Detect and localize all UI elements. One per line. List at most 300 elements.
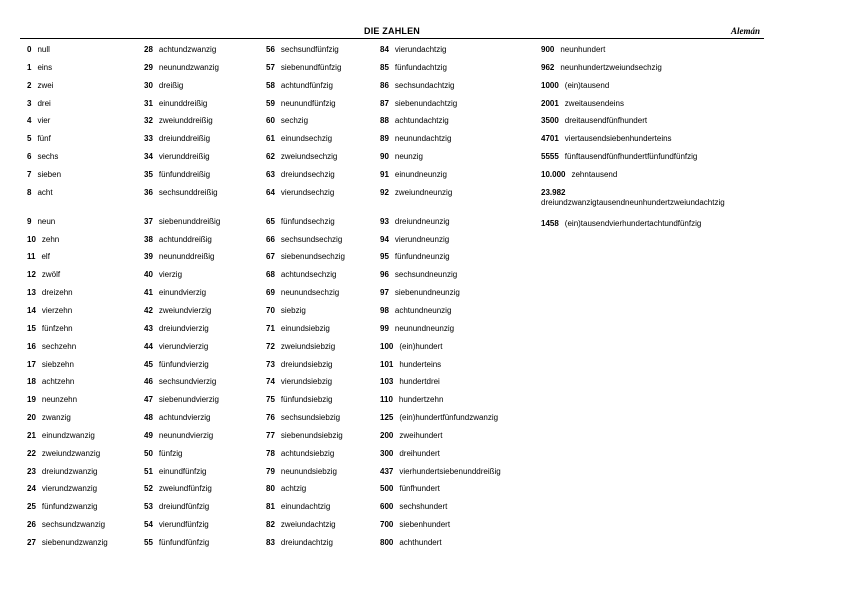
numeral: 49 (144, 430, 153, 440)
number-entry (144, 45, 216, 55)
numeral: 12 (27, 270, 36, 280)
number-word: (ein)tausendvierhundertachtundfünfzig (564, 218, 702, 228)
number-word: zehn (41, 234, 60, 244)
numeral: 4701 (541, 134, 559, 144)
number-word: fünfundfünfzig (158, 538, 210, 547)
number-entry (266, 520, 336, 530)
number-word: zweiunddreißig (158, 116, 213, 126)
numeral: 600 (380, 502, 394, 512)
numeral: 85 (380, 62, 389, 72)
numeral: 16 (27, 341, 36, 351)
number-entry (144, 449, 182, 459)
number-word: eins (37, 62, 53, 72)
numeral: 61 (266, 134, 275, 144)
number-word: sechzehn (41, 341, 77, 351)
numeral: 93 (380, 216, 389, 226)
number-entry (27, 235, 59, 245)
number-word: dreiunddreißig (158, 134, 211, 144)
number-word: siebenundneunzig (394, 288, 460, 298)
number-word: null (37, 45, 50, 54)
numeral: 77 (266, 430, 275, 440)
number-entry (266, 63, 341, 73)
page-title: DIE ZAHLEN (364, 26, 420, 36)
numeral: 21 (27, 430, 36, 440)
page-header (20, 26, 764, 39)
numeral: 23.982 (541, 187, 566, 197)
numeral: 95 (380, 252, 389, 262)
numeral: 96 (380, 270, 389, 280)
number-entry (27, 170, 61, 180)
number-word: achtundzwanzig (158, 45, 217, 54)
number-entry (27, 360, 74, 370)
numeral: 10.000 (541, 170, 566, 179)
numeral: 91 (380, 170, 389, 179)
number-word: fünfundsiebzig (280, 395, 333, 405)
number-entry (541, 81, 609, 91)
number-word: viertausendsiebenhunderteins (564, 134, 672, 144)
number-word: einundfünfzig (158, 466, 207, 476)
number-entry (27, 306, 72, 316)
number-word: neunhundert (560, 45, 606, 54)
number-word: siebenundfünfzig (280, 62, 342, 72)
number-entry (266, 538, 333, 548)
numeral: 79 (266, 466, 275, 476)
number-word: einundneunzig (394, 170, 447, 179)
number-entry (541, 152, 697, 162)
numeral: 23 (27, 466, 36, 476)
numeral: 8 (27, 187, 32, 197)
number-word: elf (41, 252, 50, 262)
number-word: siebenundsechzig (280, 252, 345, 262)
numeral: 82 (266, 520, 275, 530)
numeral: 300 (380, 448, 394, 458)
number-entry (380, 520, 450, 530)
number-entry (144, 63, 219, 73)
numeral: 2 (27, 80, 32, 90)
number-word: fünf (37, 134, 51, 144)
number-entry (27, 81, 53, 91)
number-entry (27, 484, 97, 494)
number-entry (266, 170, 335, 180)
number-entry (266, 413, 340, 423)
number-word: achtundvierzig (158, 413, 211, 422)
number-entry (144, 360, 209, 370)
number-word: dreiundzwanzig (41, 466, 98, 476)
numeral: 125 (380, 413, 394, 422)
numeral: 3 (27, 98, 32, 108)
numeral: 27 (27, 538, 36, 547)
number-entry (144, 288, 206, 298)
number-entry (266, 360, 333, 370)
number-entry (380, 413, 498, 423)
number-word: sechsundsiebzig (280, 413, 341, 422)
number-word: dreißig (158, 80, 184, 90)
numeral: 99 (380, 323, 389, 333)
number-word: sechshundert (399, 502, 448, 512)
number-word: fünfundachtzig (394, 62, 447, 72)
numeral: 4 (27, 116, 32, 126)
number-word: fünfundneunzig (394, 252, 450, 262)
numeral: 37 (144, 216, 153, 226)
number-entry (266, 395, 333, 405)
numeral: 59 (266, 98, 275, 108)
number-entry (266, 502, 330, 512)
numeral: 55 (144, 538, 153, 547)
numeral: 500 (380, 484, 394, 494)
number-entry (380, 538, 442, 548)
number-word: siebenundsiebzig (280, 430, 343, 440)
number-entry (380, 252, 450, 262)
number-entry (380, 342, 443, 352)
number-entry (144, 252, 215, 262)
number-entry (380, 431, 443, 441)
number-entry (144, 116, 213, 126)
numeral: 101 (380, 359, 394, 369)
numeral: 35 (144, 170, 153, 179)
number-word: vierundachtzig (394, 45, 447, 54)
number-entry (27, 188, 53, 198)
number-word: achtundsiebzig (280, 448, 335, 458)
numeral: 64 (266, 187, 275, 197)
number-entry (380, 377, 440, 387)
numeral: 45 (144, 359, 153, 369)
number-entry (144, 342, 208, 352)
numeral: 962 (541, 62, 555, 72)
number-word: sechsundvierzig (158, 377, 217, 387)
numeral: 58 (266, 80, 275, 90)
numeral: 11 (27, 252, 36, 262)
number-word: neunundsechzig (280, 288, 340, 298)
number-entry (27, 134, 51, 144)
number-word: neunundfünfzig (280, 98, 336, 108)
numeral: 50 (144, 448, 153, 458)
number-entry (27, 431, 95, 441)
number-word: einundachtzig (280, 502, 331, 512)
number-entry (266, 288, 339, 298)
number-entry (144, 152, 210, 162)
number-entry (266, 377, 332, 387)
numeral: 22 (27, 448, 36, 458)
number-word: dreiundachtzig (280, 538, 333, 547)
number-word: siebenunddreißig (158, 216, 221, 226)
numeral: 89 (380, 134, 389, 144)
numeral: 34 (144, 152, 153, 162)
numeral: 60 (266, 116, 275, 126)
number-entry (144, 306, 211, 316)
numeral: 86 (380, 80, 389, 90)
number-entry (541, 99, 624, 109)
numeral: 41 (144, 288, 153, 298)
number-entry (144, 188, 218, 198)
numeral: 437 (380, 466, 394, 476)
number-entry (380, 467, 501, 477)
number-entry (380, 45, 447, 55)
number-word: einundsechzig (280, 134, 333, 144)
numeral: 5 (27, 134, 32, 144)
number-entry (144, 217, 220, 227)
number-word: sechsundzwanzig (41, 520, 106, 530)
numeral: 88 (380, 116, 389, 126)
number-entry (27, 449, 100, 459)
number-entry (27, 538, 108, 548)
number-entry (266, 484, 306, 494)
number-entry (541, 116, 647, 126)
numeral: 700 (380, 520, 394, 530)
number-entry (27, 502, 98, 512)
number-entry (266, 306, 306, 316)
number-entry (144, 484, 212, 494)
number-word: zweiundneunzig (394, 187, 453, 197)
numeral: 31 (144, 98, 153, 108)
number-entry (266, 99, 336, 109)
number-word: siebenundzwanzig (41, 538, 108, 547)
number-word: dreiundvierzig (158, 323, 209, 333)
number-entry (27, 270, 60, 280)
number-entry (27, 252, 50, 262)
number-word: vierundfünfzig (158, 520, 209, 530)
number-word: neun (37, 216, 56, 226)
number-word: fünfzig (158, 448, 183, 458)
number-word: neunundneunzig (394, 323, 455, 333)
number-word: zweiundsechzig (280, 152, 338, 162)
number-word: (ein)tausend (564, 80, 610, 90)
number-entry (144, 81, 183, 91)
numeral: 72 (266, 341, 275, 351)
number-word: achtzig (280, 484, 307, 494)
numeral: 80 (266, 484, 275, 494)
number-word: siebenundachtzig (394, 98, 458, 108)
number-word: dreiundneunzig (394, 216, 450, 226)
number-word: fünfunddreißig (158, 170, 211, 179)
numeral: 0 (27, 45, 32, 54)
number-entry (380, 134, 451, 144)
subject-label: Alemán (730, 26, 760, 36)
number-word: achthundert (399, 538, 442, 547)
number-entry (541, 170, 617, 180)
number-word: achtundachtzig (394, 116, 449, 126)
number-word: fünfundsechzig (280, 216, 335, 226)
number-entry (266, 324, 330, 334)
numeral: 38 (144, 234, 153, 244)
number-word: sechsundsechzig (280, 234, 343, 244)
numeral: 69 (266, 288, 275, 298)
numeral: 800 (380, 538, 394, 547)
numeral: 1458 (541, 218, 559, 228)
number-word: sechsundfünfzig (280, 45, 339, 54)
number-word: siebzehn (41, 359, 74, 369)
numeral: 32 (144, 116, 153, 126)
number-word: siebenhundert (399, 520, 451, 530)
number-word: achtunddreißig (158, 234, 212, 244)
number-word: dreiundfünfzig (158, 502, 210, 512)
number-word: zweihundert (399, 430, 443, 440)
numeral: 36 (144, 187, 153, 197)
number-entry (380, 395, 443, 405)
numeral: 29 (144, 62, 153, 72)
numeral: 18 (27, 377, 36, 387)
numeral: 87 (380, 98, 389, 108)
numeral: 92 (380, 187, 389, 197)
number-word: neunundvierzig (158, 430, 214, 440)
number-entry (27, 324, 73, 334)
number-entry (27, 152, 58, 162)
numeral: 17 (27, 359, 36, 369)
numeral: 67 (266, 252, 275, 262)
number-word: neununddreißig (158, 252, 215, 262)
number-entry (144, 235, 212, 245)
number-word: dreiundzwanzigtausendneunhundertzweiundachtzig (541, 197, 725, 207)
number-word: fünftausendfünfhundertfünfundfünfzig (564, 152, 698, 162)
number-entry (266, 217, 335, 227)
number-word: neunundsiebzig (280, 466, 337, 476)
number-word: dreizehn (41, 288, 73, 298)
number-entry (380, 502, 447, 512)
number-word: vierhundertsiebenunddreißig (399, 466, 501, 476)
numeral: 78 (266, 448, 275, 458)
number-entry (266, 81, 333, 91)
number-entry (266, 45, 339, 55)
number-entry (27, 99, 51, 109)
numeral: 7 (27, 170, 32, 179)
number-entry (144, 395, 219, 405)
numeral: 52 (144, 484, 153, 494)
number-word: hundertdrei (399, 377, 440, 387)
numeral: 70 (266, 305, 275, 315)
number-word: hundertzehn (398, 395, 444, 405)
number-entry (380, 484, 440, 494)
numeral: 10 (27, 234, 36, 244)
number-entry (144, 502, 209, 512)
numeral: 62 (266, 152, 275, 162)
numeral: 63 (266, 170, 275, 179)
number-word: neunzig (394, 152, 423, 162)
number-word: vierundvierzig (158, 341, 209, 351)
number-word: zweiundzwanzig (41, 448, 101, 458)
numeral: 94 (380, 234, 389, 244)
number-word: zweitausendeins (564, 98, 624, 108)
numeral: 19 (27, 395, 36, 405)
number-entry (380, 217, 450, 227)
numeral: 9 (27, 216, 32, 226)
numeral: 56 (266, 45, 275, 54)
numeral: 90 (380, 152, 389, 162)
numeral: 81 (266, 502, 275, 512)
number-entry (144, 324, 209, 334)
numeral: 20 (27, 413, 36, 422)
number-word: zweiundachtzig (280, 520, 336, 530)
number-word: drei (37, 98, 51, 108)
numeral: 74 (266, 377, 275, 387)
number-word: zweiundvierzig (158, 305, 212, 315)
numeral: 43 (144, 323, 153, 333)
number-word: zwei (37, 80, 54, 90)
number-word: hunderteins (399, 359, 442, 369)
numeral: 51 (144, 466, 153, 476)
numeral: 54 (144, 520, 153, 530)
numeral: 3500 (541, 116, 559, 126)
number-entry (266, 134, 332, 144)
number-entry (27, 217, 55, 227)
number-entry (380, 63, 447, 73)
number-word: zehntausend (571, 170, 618, 179)
numeral: 46 (144, 377, 153, 387)
number-entry (266, 270, 337, 280)
numeral: 28 (144, 45, 153, 54)
number-word: vierzig (158, 270, 183, 280)
number-entry (144, 99, 207, 109)
number-word: vierzehn (41, 305, 73, 315)
numeral: 40 (144, 270, 153, 280)
number-word: siebzig (280, 305, 306, 315)
number-word: sechsundachtzig (394, 80, 455, 90)
number-word: sechsunddreißig (158, 187, 218, 197)
number-entry (380, 116, 449, 126)
numeral: 76 (266, 413, 275, 422)
number-word: neunundzwanzig (158, 62, 219, 72)
number-entry (380, 235, 449, 245)
number-word: achtzehn (41, 377, 75, 387)
number-entry (144, 538, 209, 548)
numeral: 83 (266, 538, 275, 547)
number-word: einundzwanzig (41, 430, 95, 440)
number-entry (541, 219, 701, 229)
number-word: dreiundsechzig (280, 170, 335, 179)
number-word: vierundneunzig (394, 234, 450, 244)
numeral: 33 (144, 134, 153, 144)
number-entry (380, 288, 460, 298)
number-entry (380, 360, 441, 370)
number-word: zwölf (41, 270, 61, 280)
numeral: 900 (541, 45, 555, 54)
numeral: 71 (266, 323, 275, 333)
numeral: 73 (266, 359, 275, 369)
number-entry (380, 270, 457, 280)
numeral: 5555 (541, 152, 559, 162)
number-entry (144, 467, 207, 477)
number-entry (380, 324, 454, 334)
number-word: sechs (37, 152, 59, 162)
number-entry (541, 45, 605, 55)
number-entry (266, 252, 345, 262)
numeral: 13 (27, 288, 36, 298)
number-word: vierunddreißig (158, 152, 210, 162)
number-entry (27, 45, 50, 55)
number-word: vierundsiebzig (280, 377, 333, 387)
number-entry (27, 377, 74, 387)
numeral: 103 (380, 377, 394, 387)
numeral: 42 (144, 305, 153, 315)
number-entry (27, 63, 52, 73)
number-word: fünfundvierzig (158, 359, 209, 369)
number-entry (144, 413, 211, 423)
number-entry (266, 449, 334, 459)
numeral: 24 (27, 484, 36, 494)
number-word: vierundsechzig (280, 187, 335, 197)
numeral: 53 (144, 502, 153, 512)
numeral: 1 (27, 62, 32, 72)
number-word: sieben (37, 170, 62, 179)
number-entry (27, 288, 73, 298)
numeral: 6 (27, 152, 32, 162)
numeral: 44 (144, 341, 153, 351)
numeral: 66 (266, 234, 275, 244)
number-entry (266, 467, 337, 477)
number-word: zweiundfünfzig (158, 484, 212, 494)
number-word: fünfundzwanzig (41, 502, 98, 512)
numeral: 110 (380, 395, 393, 405)
number-entry (144, 170, 210, 180)
numeral: 98 (380, 305, 389, 315)
